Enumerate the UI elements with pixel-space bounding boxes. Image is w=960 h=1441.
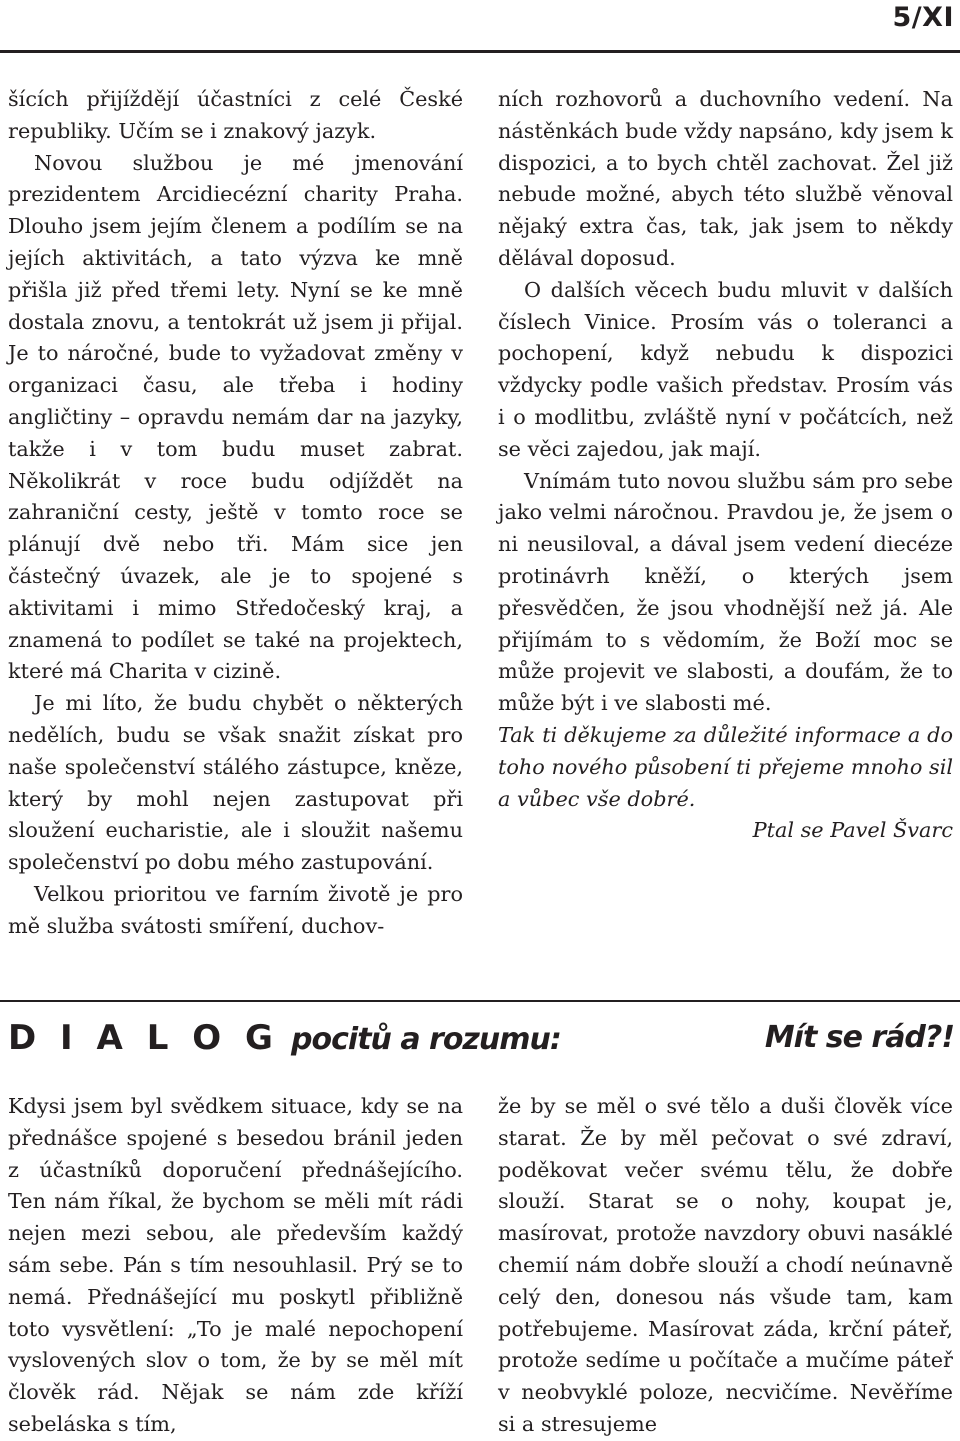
article-column-left bbox=[8, 84, 463, 943]
article-paragraph: ních rozhovorů a duchovního vedení. Na nástěnkách bude vždy napsáno, kdy jsem k dispozici, a to bych chtěl zachovat. Žel již nebude možné, abych této službě věnoval nějaký extra čas, tak, jak jsem to někdy dělával doposud. bbox=[498, 87, 953, 270]
article-paragraph: Velkou prioritou ve farním životě je pro mě služba svátosti smíření, duchov- bbox=[8, 881, 463, 938]
dialog-article-title: Mít se rád?! bbox=[764, 1020, 954, 1055]
article-paragraph: šících přijíždějí účastníci z celé České republiky. Učím se i znakový jazyk. bbox=[8, 87, 463, 143]
dialog-column-right bbox=[498, 1091, 953, 1441]
article-signature: Ptal se Pavel Švarc bbox=[752, 818, 953, 843]
page-number: 5/XI bbox=[892, 2, 954, 33]
interview-closing-note: Tak ti děkujeme za důležité informace a do toho nového působení ti přejeme mnoho sil a vůbec vše dobré. bbox=[498, 722, 953, 811]
article-paragraph: O dalších věcech budu mluvit v dalších číslech Vinice. Prosím vás o toleranci a pochopení, když nebudu k dispozici vždycky podle vašich představ. Prosím vás i o modlitbu, zvláště nyní v počátcích, než se věci zajedou, jak mají. bbox=[498, 277, 953, 461]
article-paragraph: Je mi líto, že budu chybět o některých nedělích, budu se však snažit získat pro naše společenství stálého zástupce, kněze, který by mohl nejen zastupovat při sloužení eucharistie, ale i sloužit našemu společenství po dobu mého zastupování. bbox=[8, 691, 463, 875]
dialog-column-left bbox=[8, 1091, 463, 1441]
dialog-title-caps: D I A L O G bbox=[8, 1018, 279, 1058]
dialog-section-title bbox=[8, 1013, 561, 1065]
dialog-paragraph: Kdysi jsem byl svědkem situace, kdy se na přednášce spojené s besedou bránil jeden z účastníků doporučení přednášejícího. Ten nám říkal, že bychom se měli mít rádi nejen mezi sebou, ale především každý sám sebe. Pán s tím nesouhlasil. Prý se to nemá. Přednášející mu poskytl přibližně toto vysvětlení: „To je malé nepochopení vyslovených slov o tom, že by se měl mít člověk rád. Nějak se nám zde kříží sebeláska s tím, bbox=[8, 1094, 463, 1436]
header-rule bbox=[0, 50, 960, 53]
section-divider bbox=[0, 1000, 960, 1002]
dialog-paragraph: že by se měl o své tělo a duši člověk více starat. Že by měl pečovat o své zdraví, poděkovat večer svému tělu, že dobře slouží. Starat se o nohy, koupat je, masírovat, protože navzdory obuvi nasáklé chemií nám dobře slouží a chodí neúnavně celý den, donesou nás všude tam, kam potřebujeme. Masírovat záda, krční páteř, protože sedíme u počítače a mučíme páteř v neobvyklé poloze, necvičíme. Nevěříme si a stresujeme bbox=[498, 1094, 953, 1436]
article-paragraph: Vnímám tuto novou službu sám pro sebe jako velmi náročnou. Pravdou je, že jsem o ni neusiloval, a dával jsem vedení diecéze protinávrh kněží, o kterých jsem přesvědčen, že jsou vhodnější než já. Ale přijímám to s vědomím, že Boží moc se může projevit ve slabosti, a doufám, že to může být i ve slabosti mé. bbox=[498, 468, 953, 716]
article-paragraph: Novou službou je mé jmenování prezidentem Arcidiecézní charity Praha. Dlouho jsem jejím členem a podílím se na jejích aktivitách, a tato výzva ke mně přišla již před třemi lety. Nyní se ke mně dostala znovu, a tentokrát už jsem ji přijal. Je to náročné, bude to vyžadovat změny v organizaci času, ale třeba i hodiny angličtiny – opravdu nemám dar na jazyky, takže i v tom budu muset zabrat. Několikrát v roce budu odjíždět na zahraniční cesty, ještě v tomto roce se plánují dvě nebo tři. Mám sice jen částečný úvazek, ale je to spojené s aktivitami i mimo Středočeský kraj, a znamená to podílet se také na projektech, které má Charita v cizině. bbox=[8, 150, 463, 684]
article-column-right bbox=[498, 84, 953, 847]
dialog-title-subtitle: pocitů a rozumu: bbox=[291, 1022, 561, 1057]
